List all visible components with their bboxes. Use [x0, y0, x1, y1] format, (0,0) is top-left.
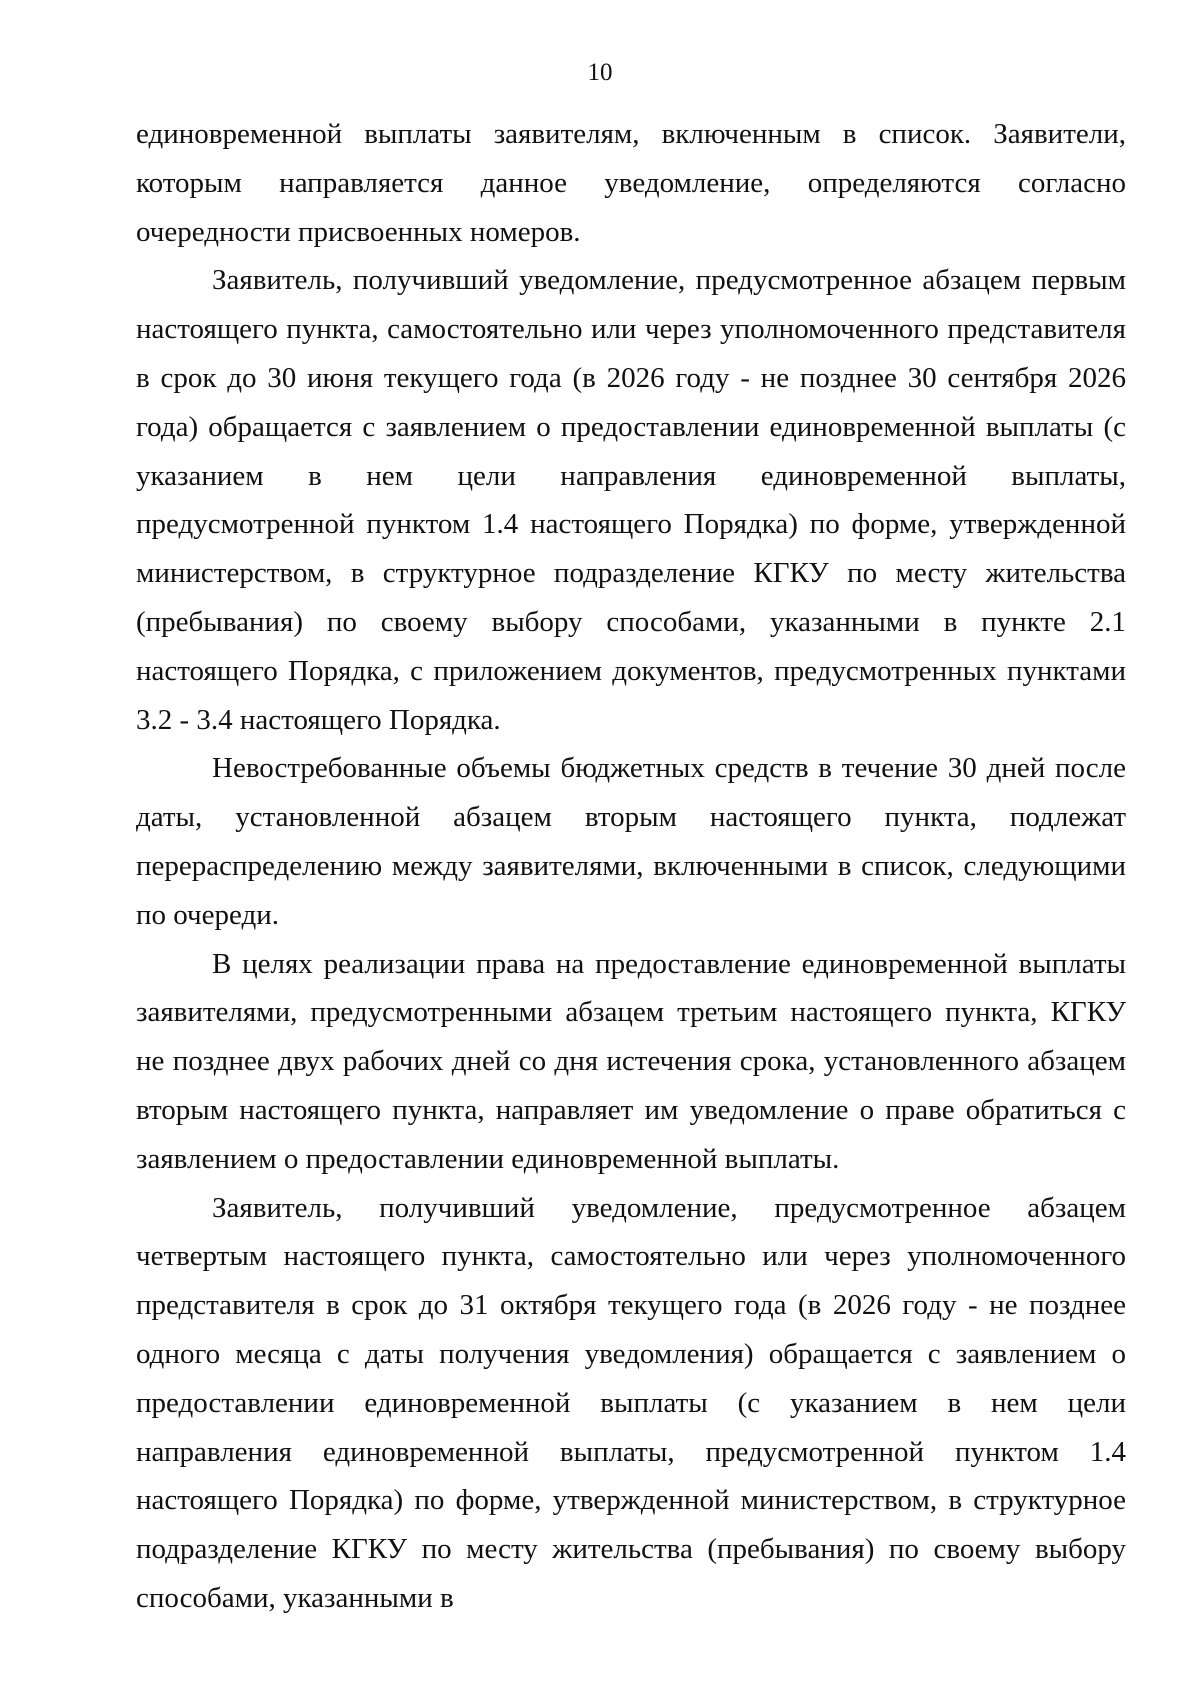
paragraph-fourth: В целях реализации права на предоставление единовременной выплаты заявителями, предусмотренными абзацем третьим настоящего пункта, КГКУ не позднее двух рабочих дней со дня истечения срока, установленного абзацем вторым настоящего пункта, направляет им уведомление о праве обратиться с заявлением о предоставлении единовременной выплаты. [136, 947, 1126, 1175]
paragraph-second: Заявитель, получивший уведомление, предусмотренное абзацем первым настоящего пункта, самостоятельно или через уполномоченного представителя в срок до 30 июня текущего года (в 2026 году - не позднее 30 сентября 2026 года) обращается с заявлением о предоставлении единовременной выплаты (с указанием в нем цели направления единовременной выплаты, предусмотренной пунктом 1.4 настоящего Порядка) по форме, утвержденной министерством, в структурное подразделение КГКУ по месту жительства (пребывания) по своему выбору способами, указанными в пункте 2.1 настоящего Порядка, с приложением документов, предусмотренных пунктами 3.2 - 3.4 настоящего Порядка. [136, 264, 1126, 736]
document-body [136, 110, 1126, 1623]
paragraph-third: Невостребованные объемы бюджетных средств в течение 30 дней после даты, установленной абзацем вторым настоящего пункта, подлежат перераспределению между заявителями, включенными в список, следующими по очереди. [136, 752, 1126, 931]
paragraph-fifth: Заявитель, получивший уведомление, предусмотренное абзацем четвертым настоящего пункта, самостоятельно или через уполномоченного представителя в срок до 31 октября текущего года (в 2026 году - не позднее одного месяца с даты получения уведомления) обращается с заявлением о предоставлении единовременной выплаты (с указанием в нем цели направления единовременной выплаты, предусмотренной пунктом 1.4 настоящего Порядка) по форме, утвержденной министерством, в структурное подразделение КГКУ по месту жительства (пребывания) по своему выбору способами, указанными в [136, 1191, 1126, 1614]
paragraph-continuation: единовременной выплаты заявителям, включенным в список. Заявители, которым направляется данное уведомление, определяются согласно очередности присвоенных номеров. [136, 118, 1126, 248]
page-number: 10 [587, 59, 613, 86]
